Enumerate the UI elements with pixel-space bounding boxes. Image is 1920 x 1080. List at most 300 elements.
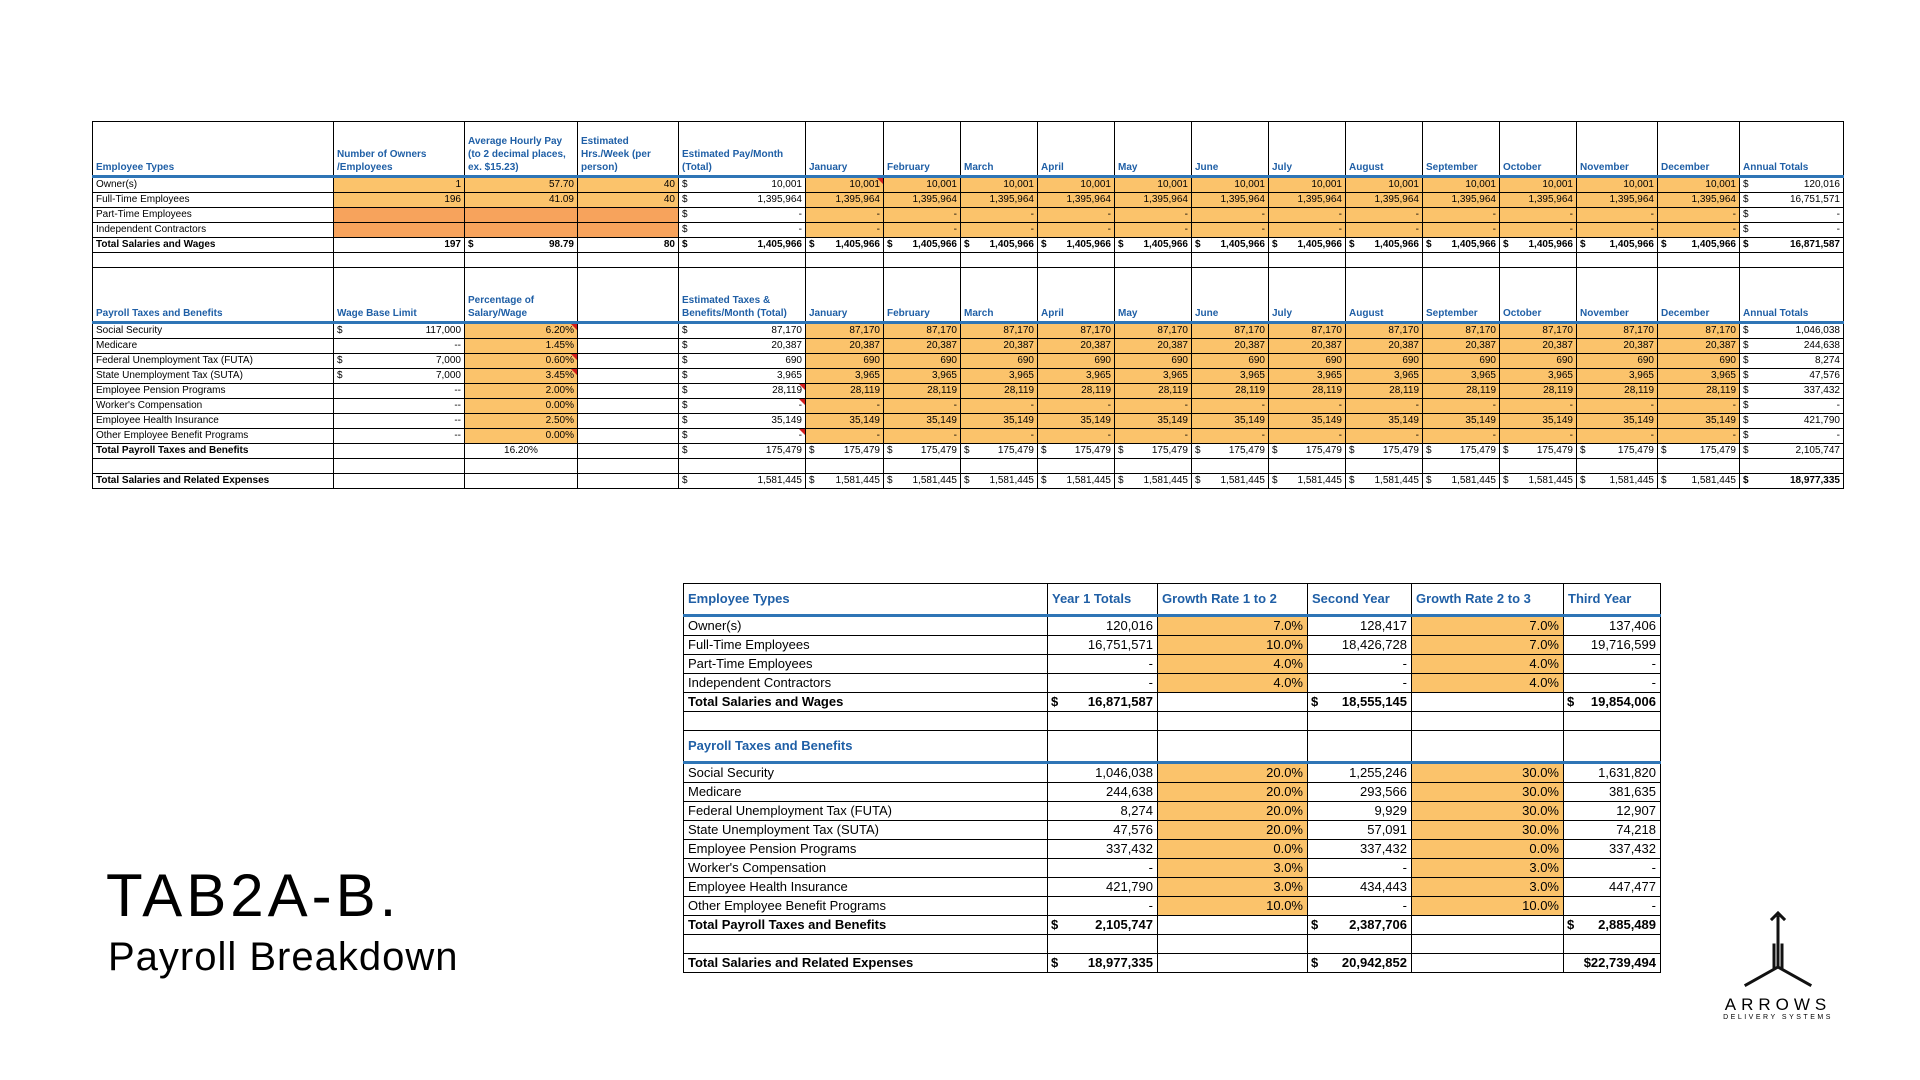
month-value-value: - xyxy=(1261,209,1265,220)
spacer-row xyxy=(93,253,1844,268)
month-value-value: 690 xyxy=(1325,355,1342,366)
year-3-total xyxy=(1564,616,1661,636)
column-header-value: October xyxy=(1503,162,1542,173)
month-value-value: 10,001 xyxy=(1623,179,1654,190)
currency-symbol: $ xyxy=(1661,445,1667,456)
month-value-value: 20,387 xyxy=(1465,340,1496,351)
year-3-total xyxy=(1564,763,1661,783)
year-1-total xyxy=(1048,783,1158,802)
year-2-total xyxy=(1308,840,1412,859)
growth-rate-2-3 xyxy=(1412,897,1564,916)
empty-cell xyxy=(1412,712,1564,731)
empty-cell xyxy=(806,459,884,474)
year-3-total-value: 1,631,820 xyxy=(1598,765,1656,780)
year-3-total-value: 19,854,006 xyxy=(1590,694,1656,709)
month-value-value: 1,395,964 xyxy=(1066,194,1111,205)
currency-symbol: $ xyxy=(1743,430,1749,441)
column-header-value: Estimated Hrs./Week (per person) xyxy=(581,136,651,173)
month-value-value: 175,479 xyxy=(1617,445,1654,456)
month-value xyxy=(1658,208,1740,223)
percentage xyxy=(465,429,578,444)
percentage-value: 0.00% xyxy=(545,400,574,411)
row-label-value: Total Payroll Taxes and Benefits xyxy=(96,445,249,456)
month-value xyxy=(1423,208,1500,223)
column-header-value: March xyxy=(964,162,994,173)
month-value-value: 10,001 xyxy=(1465,179,1496,190)
month-value xyxy=(1192,429,1269,444)
year-2-total xyxy=(1308,693,1412,712)
row-label xyxy=(93,444,334,459)
currency-symbol: $ xyxy=(1743,179,1749,190)
currency-symbol: $ xyxy=(1272,239,1278,250)
month-value xyxy=(961,474,1038,489)
empty-cell xyxy=(961,459,1038,474)
growth-rate-2-3-value: 4.0% xyxy=(1529,675,1559,690)
empty-cell xyxy=(1412,693,1564,712)
employee-count xyxy=(334,238,465,253)
month-value-value: 28,119 xyxy=(1543,385,1573,396)
row-label xyxy=(93,399,334,414)
annual-total-value: 244,638 xyxy=(1803,340,1840,351)
year-3-total-value: - xyxy=(1651,675,1656,690)
currency-symbol: $ xyxy=(809,239,815,250)
month-value-value: 10,001 xyxy=(1542,179,1573,190)
tax-row xyxy=(684,763,1661,783)
month-value xyxy=(1577,414,1658,429)
month-value xyxy=(806,399,884,414)
month-value-value: 3,965 xyxy=(1547,370,1573,381)
column-header xyxy=(961,268,1038,323)
row-label-value: Part-Time Employees xyxy=(96,209,192,220)
month-value xyxy=(1346,238,1423,253)
column-header xyxy=(578,268,679,323)
month-value-value: 175,479 xyxy=(1382,445,1419,456)
column-header xyxy=(1192,122,1269,177)
column-header-value: Growth Rate 1 to 2 xyxy=(1162,591,1277,606)
growth-rate-1-2 xyxy=(1158,763,1308,783)
empty-cell xyxy=(1048,712,1158,731)
year-1-total xyxy=(1048,878,1158,897)
month-value xyxy=(961,399,1038,414)
month-value-value: 87,170 xyxy=(849,325,880,336)
wage-base-limit xyxy=(334,354,465,369)
currency-symbol: $ xyxy=(1661,475,1667,486)
month-value xyxy=(1038,238,1115,253)
empty-cell xyxy=(1038,253,1115,268)
month-value-value: 28,119 xyxy=(1466,385,1496,396)
growth-rate-1-2 xyxy=(1158,897,1308,916)
monthly-pay xyxy=(679,193,806,208)
year-1-total-value: - xyxy=(1148,656,1153,671)
month-value-value: - xyxy=(1184,209,1188,220)
slide-title: TAB2A-B. xyxy=(106,862,401,929)
month-value xyxy=(1038,177,1115,193)
wage-base-limit-value: 7,000 xyxy=(435,355,461,366)
currency-symbol: $ xyxy=(682,194,688,205)
month-value xyxy=(1192,208,1269,223)
row-label xyxy=(684,821,1048,840)
column-header xyxy=(1500,268,1577,323)
month-value xyxy=(806,223,884,238)
total-row xyxy=(684,693,1661,712)
percentage-value: 0.00% xyxy=(545,430,574,441)
row-label xyxy=(684,954,1048,973)
month-value xyxy=(1038,193,1115,208)
currency-symbol: $ xyxy=(682,209,688,220)
month-value xyxy=(1346,474,1423,489)
month-value xyxy=(1658,444,1740,459)
empty-cell xyxy=(578,369,679,384)
column-header xyxy=(93,268,334,323)
row-label-value: Other Employee Benefit Programs xyxy=(96,430,249,441)
empty-cell xyxy=(578,474,679,489)
growth-rate-1-2 xyxy=(1158,674,1308,693)
column-header-value: October xyxy=(1503,308,1542,319)
header-row xyxy=(684,584,1661,616)
empty-cell xyxy=(1577,253,1658,268)
row-label xyxy=(684,878,1048,897)
row-label-value: Total Payroll Taxes and Benefits xyxy=(688,917,887,932)
column-header-value: November xyxy=(1580,162,1629,173)
row-label xyxy=(684,802,1048,821)
monthly-tax xyxy=(679,414,806,429)
month-value-value: - xyxy=(1338,430,1342,441)
annual-total-value: - xyxy=(1836,400,1840,411)
month-value xyxy=(806,444,884,459)
currency-symbol: $ xyxy=(1349,445,1355,456)
month-value-value: - xyxy=(876,400,880,411)
month-value-value: 1,581,445 xyxy=(1220,475,1265,486)
month-value xyxy=(1192,474,1269,489)
month-value xyxy=(961,323,1038,339)
month-value xyxy=(806,474,884,489)
row-label-value: Employee Pension Programs xyxy=(96,385,226,396)
month-value-value: 35,149 xyxy=(1542,415,1573,426)
month-value xyxy=(1115,474,1192,489)
month-value-value: 35,149 xyxy=(1705,415,1736,426)
month-value-value: 690 xyxy=(1479,355,1496,366)
month-value xyxy=(1192,369,1269,384)
monthly-pay xyxy=(679,238,806,253)
column-header xyxy=(1346,122,1423,177)
currency-symbol: $ xyxy=(1743,475,1749,486)
employee-count xyxy=(334,223,465,238)
month-value-value: - xyxy=(1650,400,1654,411)
column-header xyxy=(806,122,884,177)
month-value-value: 20,387 xyxy=(1080,340,1111,351)
month-value xyxy=(1423,444,1500,459)
month-value-value: 1,395,964 xyxy=(1374,194,1419,205)
month-value xyxy=(1500,323,1577,339)
currency-symbol: $ xyxy=(887,445,893,456)
monthly-tax xyxy=(679,339,806,354)
year-2-total xyxy=(1308,802,1412,821)
percentage xyxy=(465,384,578,399)
currency-symbol: $ xyxy=(682,355,688,366)
month-value xyxy=(1115,384,1192,399)
month-value xyxy=(806,354,884,369)
column-header xyxy=(465,122,578,177)
logo-wordmark: ARROWS xyxy=(1724,995,1832,1014)
employee-count-value: 1 xyxy=(455,179,461,190)
year-2-total xyxy=(1308,859,1412,878)
year-1-total xyxy=(1048,821,1158,840)
row-label-value: Part-Time Employees xyxy=(688,656,813,671)
currency-symbol: $ xyxy=(1426,445,1432,456)
section-header-row xyxy=(684,731,1661,763)
year-1-total xyxy=(1048,840,1158,859)
growth-rate-2-3 xyxy=(1412,802,1564,821)
column-header-value: November xyxy=(1580,308,1629,319)
empty-cell xyxy=(1038,459,1115,474)
column-header-value: February xyxy=(887,162,930,173)
row-label xyxy=(93,177,334,193)
empty-cell xyxy=(578,384,679,399)
hourly-rate-value: 57.70 xyxy=(548,179,574,190)
empty-cell xyxy=(1564,712,1661,731)
month-value xyxy=(1192,354,1269,369)
currency-symbol: $ xyxy=(682,430,688,441)
month-value-value: 10,001 xyxy=(1003,179,1034,190)
month-value xyxy=(1577,369,1658,384)
month-value xyxy=(1115,429,1192,444)
empty-cell xyxy=(1740,459,1844,474)
month-value-value: 28,119 xyxy=(1706,385,1736,396)
currency-symbol: $ xyxy=(1272,445,1278,456)
month-value xyxy=(884,399,961,414)
monthly-tax-value: 175,479 xyxy=(765,445,802,456)
empty-cell xyxy=(1158,935,1308,954)
month-value-value: 20,387 xyxy=(1705,340,1736,351)
month-value xyxy=(884,384,961,399)
row-label-value: Social Security xyxy=(688,765,774,780)
year-2-total-value: 20,942,852 xyxy=(1341,955,1407,970)
column-header-value: August xyxy=(1349,162,1384,173)
currency-symbol: $ xyxy=(1195,445,1201,456)
month-value xyxy=(1423,354,1500,369)
month-value xyxy=(961,339,1038,354)
monthly-total-value: 1,581,445 xyxy=(757,475,802,486)
year-3-total xyxy=(1564,655,1661,674)
annual-total-value: 2,105,747 xyxy=(1795,445,1840,456)
month-value-value: 690 xyxy=(863,355,880,366)
column-header-value: December xyxy=(1661,308,1710,319)
year-1-total-value: 244,638 xyxy=(1106,784,1153,799)
growth-rate-1-2 xyxy=(1158,616,1308,636)
column-header xyxy=(1269,122,1346,177)
year-1-total-value: 2,105,747 xyxy=(1095,917,1153,932)
growth-rate-2-3 xyxy=(1412,783,1564,802)
currency-symbol: $ xyxy=(1311,955,1319,970)
month-value-value: 35,149 xyxy=(1465,415,1496,426)
month-value-value: 1,405,966 xyxy=(912,239,957,250)
column-header xyxy=(1115,122,1192,177)
month-value xyxy=(1423,339,1500,354)
month-value xyxy=(1577,474,1658,489)
currency-symbol: $ xyxy=(1661,239,1667,250)
total-row xyxy=(684,916,1661,935)
month-value xyxy=(1658,384,1740,399)
year-3-total-value: - xyxy=(1651,860,1656,875)
column-header-value: May xyxy=(1118,308,1138,319)
month-value xyxy=(1500,354,1577,369)
annual-total xyxy=(1740,474,1844,489)
month-value-value: 28,119 xyxy=(1004,385,1034,396)
month-value-value: - xyxy=(1732,224,1736,235)
month-value-value: 3,965 xyxy=(1393,370,1419,381)
currency-symbol: $ xyxy=(964,239,970,250)
year-3-total xyxy=(1564,840,1661,859)
year-2-total-value: 434,443 xyxy=(1360,879,1407,894)
currency-symbol: $ xyxy=(1580,239,1586,250)
empty-cell xyxy=(578,253,679,268)
tax-row xyxy=(684,897,1661,916)
month-value-value: - xyxy=(876,209,880,220)
year-3-total xyxy=(1564,636,1661,655)
total-row xyxy=(93,444,1844,459)
month-value xyxy=(1115,399,1192,414)
month-value xyxy=(1115,238,1192,253)
currency-symbol: $ xyxy=(964,475,970,486)
column-header-value: Year 1 Totals xyxy=(1052,591,1132,606)
month-value xyxy=(1115,444,1192,459)
column-header-value: Annual Totals xyxy=(1743,308,1809,319)
weekly-hours xyxy=(578,208,679,223)
currency-symbol: $ xyxy=(337,325,343,336)
currency-symbol: $ xyxy=(1041,445,1047,456)
empty-cell xyxy=(1192,459,1269,474)
month-value-value: - xyxy=(1732,400,1736,411)
month-value-value: - xyxy=(1492,430,1496,441)
column-header-value: Growth Rate 2 to 3 xyxy=(1416,591,1531,606)
growth-rate-2-3-value: 0.0% xyxy=(1529,841,1559,856)
month-value xyxy=(1346,444,1423,459)
percentage-value: 2.50% xyxy=(545,415,574,426)
employee-row xyxy=(684,636,1661,655)
column-header xyxy=(1192,268,1269,323)
row-label xyxy=(93,238,334,253)
growth-rate-1-2 xyxy=(1158,802,1308,821)
column-header xyxy=(1577,268,1658,323)
month-value xyxy=(806,369,884,384)
month-value xyxy=(1269,193,1346,208)
currency-symbol: $ xyxy=(1311,694,1319,709)
empty-cell xyxy=(1269,459,1346,474)
month-value xyxy=(1423,238,1500,253)
year-1-total xyxy=(1048,954,1158,973)
month-value-value: 10,001 xyxy=(1080,179,1111,190)
employee-row xyxy=(684,655,1661,674)
year-2-total-value: 57,091 xyxy=(1367,822,1407,837)
total-row xyxy=(93,238,1844,253)
annual-total-value: 8,274 xyxy=(1814,355,1840,366)
empty-cell xyxy=(334,253,465,268)
monthly-pay-value: 1,405,966 xyxy=(757,239,802,250)
month-value-value: - xyxy=(1415,430,1419,441)
column-header xyxy=(1577,122,1658,177)
currency-symbol: $ xyxy=(1311,917,1319,932)
month-value-value: 20,387 xyxy=(1234,340,1265,351)
growth-rate-1-2-value: 20.0% xyxy=(1266,784,1303,799)
month-value-value: 175,479 xyxy=(1699,445,1736,456)
year-2-total xyxy=(1308,674,1412,693)
month-value-value: 3,965 xyxy=(1239,370,1265,381)
month-value-value: 1,405,966 xyxy=(1297,239,1342,250)
empty-cell xyxy=(1412,954,1564,973)
row-label-value: Social Security xyxy=(96,325,163,336)
month-value-value: 87,170 xyxy=(926,325,957,336)
month-value-value: 175,479 xyxy=(997,445,1034,456)
currency-symbol: $ xyxy=(682,475,688,486)
month-value xyxy=(1269,414,1346,429)
month-value xyxy=(1115,354,1192,369)
annual-total xyxy=(1740,323,1844,339)
month-value xyxy=(1423,414,1500,429)
growth-rate-2-3 xyxy=(1412,821,1564,840)
month-value-value: - xyxy=(1492,400,1496,411)
empty-cell xyxy=(806,253,884,268)
month-value xyxy=(1269,429,1346,444)
month-value-value: 20,387 xyxy=(1003,340,1034,351)
column-header-value: April xyxy=(1041,308,1064,319)
month-value xyxy=(1269,369,1346,384)
month-value xyxy=(1192,223,1269,238)
month-value-value: 28,119 xyxy=(1158,385,1188,396)
column-header-value: Estimated Taxes & Benefits/Month (Total) xyxy=(682,295,787,319)
month-value-value: 690 xyxy=(1248,355,1265,366)
row-label xyxy=(93,414,334,429)
growth-rate-1-2-value: 10.0% xyxy=(1266,898,1303,913)
annual-total xyxy=(1740,354,1844,369)
month-value xyxy=(1346,208,1423,223)
month-value xyxy=(1038,384,1115,399)
growth-rate-1-2 xyxy=(1158,821,1308,840)
month-value xyxy=(884,193,961,208)
month-value xyxy=(1115,177,1192,193)
empty-cell xyxy=(679,253,806,268)
monthly-pay-value: 10,001 xyxy=(771,179,802,190)
annual-total xyxy=(1740,238,1844,253)
annual-total-value: 16,751,571 xyxy=(1789,194,1840,205)
month-value xyxy=(1038,354,1115,369)
year-3-total xyxy=(1564,897,1661,916)
month-value-value: 87,170 xyxy=(1623,325,1654,336)
growth-rate-1-2-value: 20.0% xyxy=(1266,765,1303,780)
month-value xyxy=(1269,323,1346,339)
row-label-value: Owner(s) xyxy=(688,618,742,633)
header-row xyxy=(93,122,1844,177)
year-2-total xyxy=(1308,783,1412,802)
month-value-value: 175,479 xyxy=(920,445,957,456)
month-value xyxy=(1115,323,1192,339)
row-label-value: Employee Health Insurance xyxy=(96,415,219,426)
month-value xyxy=(1038,414,1115,429)
month-value-value: - xyxy=(1261,400,1265,411)
currency-symbol: $ xyxy=(682,179,688,190)
section-header-value: Payroll Taxes and Benefits xyxy=(688,738,853,753)
growth-rate-2-3-value: 3.0% xyxy=(1529,879,1559,894)
growth-rate-1-2 xyxy=(1158,840,1308,859)
employee-row xyxy=(93,177,1844,193)
month-value-value: 3,965 xyxy=(1162,370,1188,381)
column-header xyxy=(1658,268,1740,323)
month-value-value: 20,387 xyxy=(1388,340,1419,351)
month-value-value: 10,001 xyxy=(1234,179,1265,190)
row-label-value: Medicare xyxy=(688,784,742,799)
month-value-value: - xyxy=(1338,400,1342,411)
column-header-value: Employee Types xyxy=(688,591,790,606)
month-value-value: 87,170 xyxy=(1234,325,1265,336)
